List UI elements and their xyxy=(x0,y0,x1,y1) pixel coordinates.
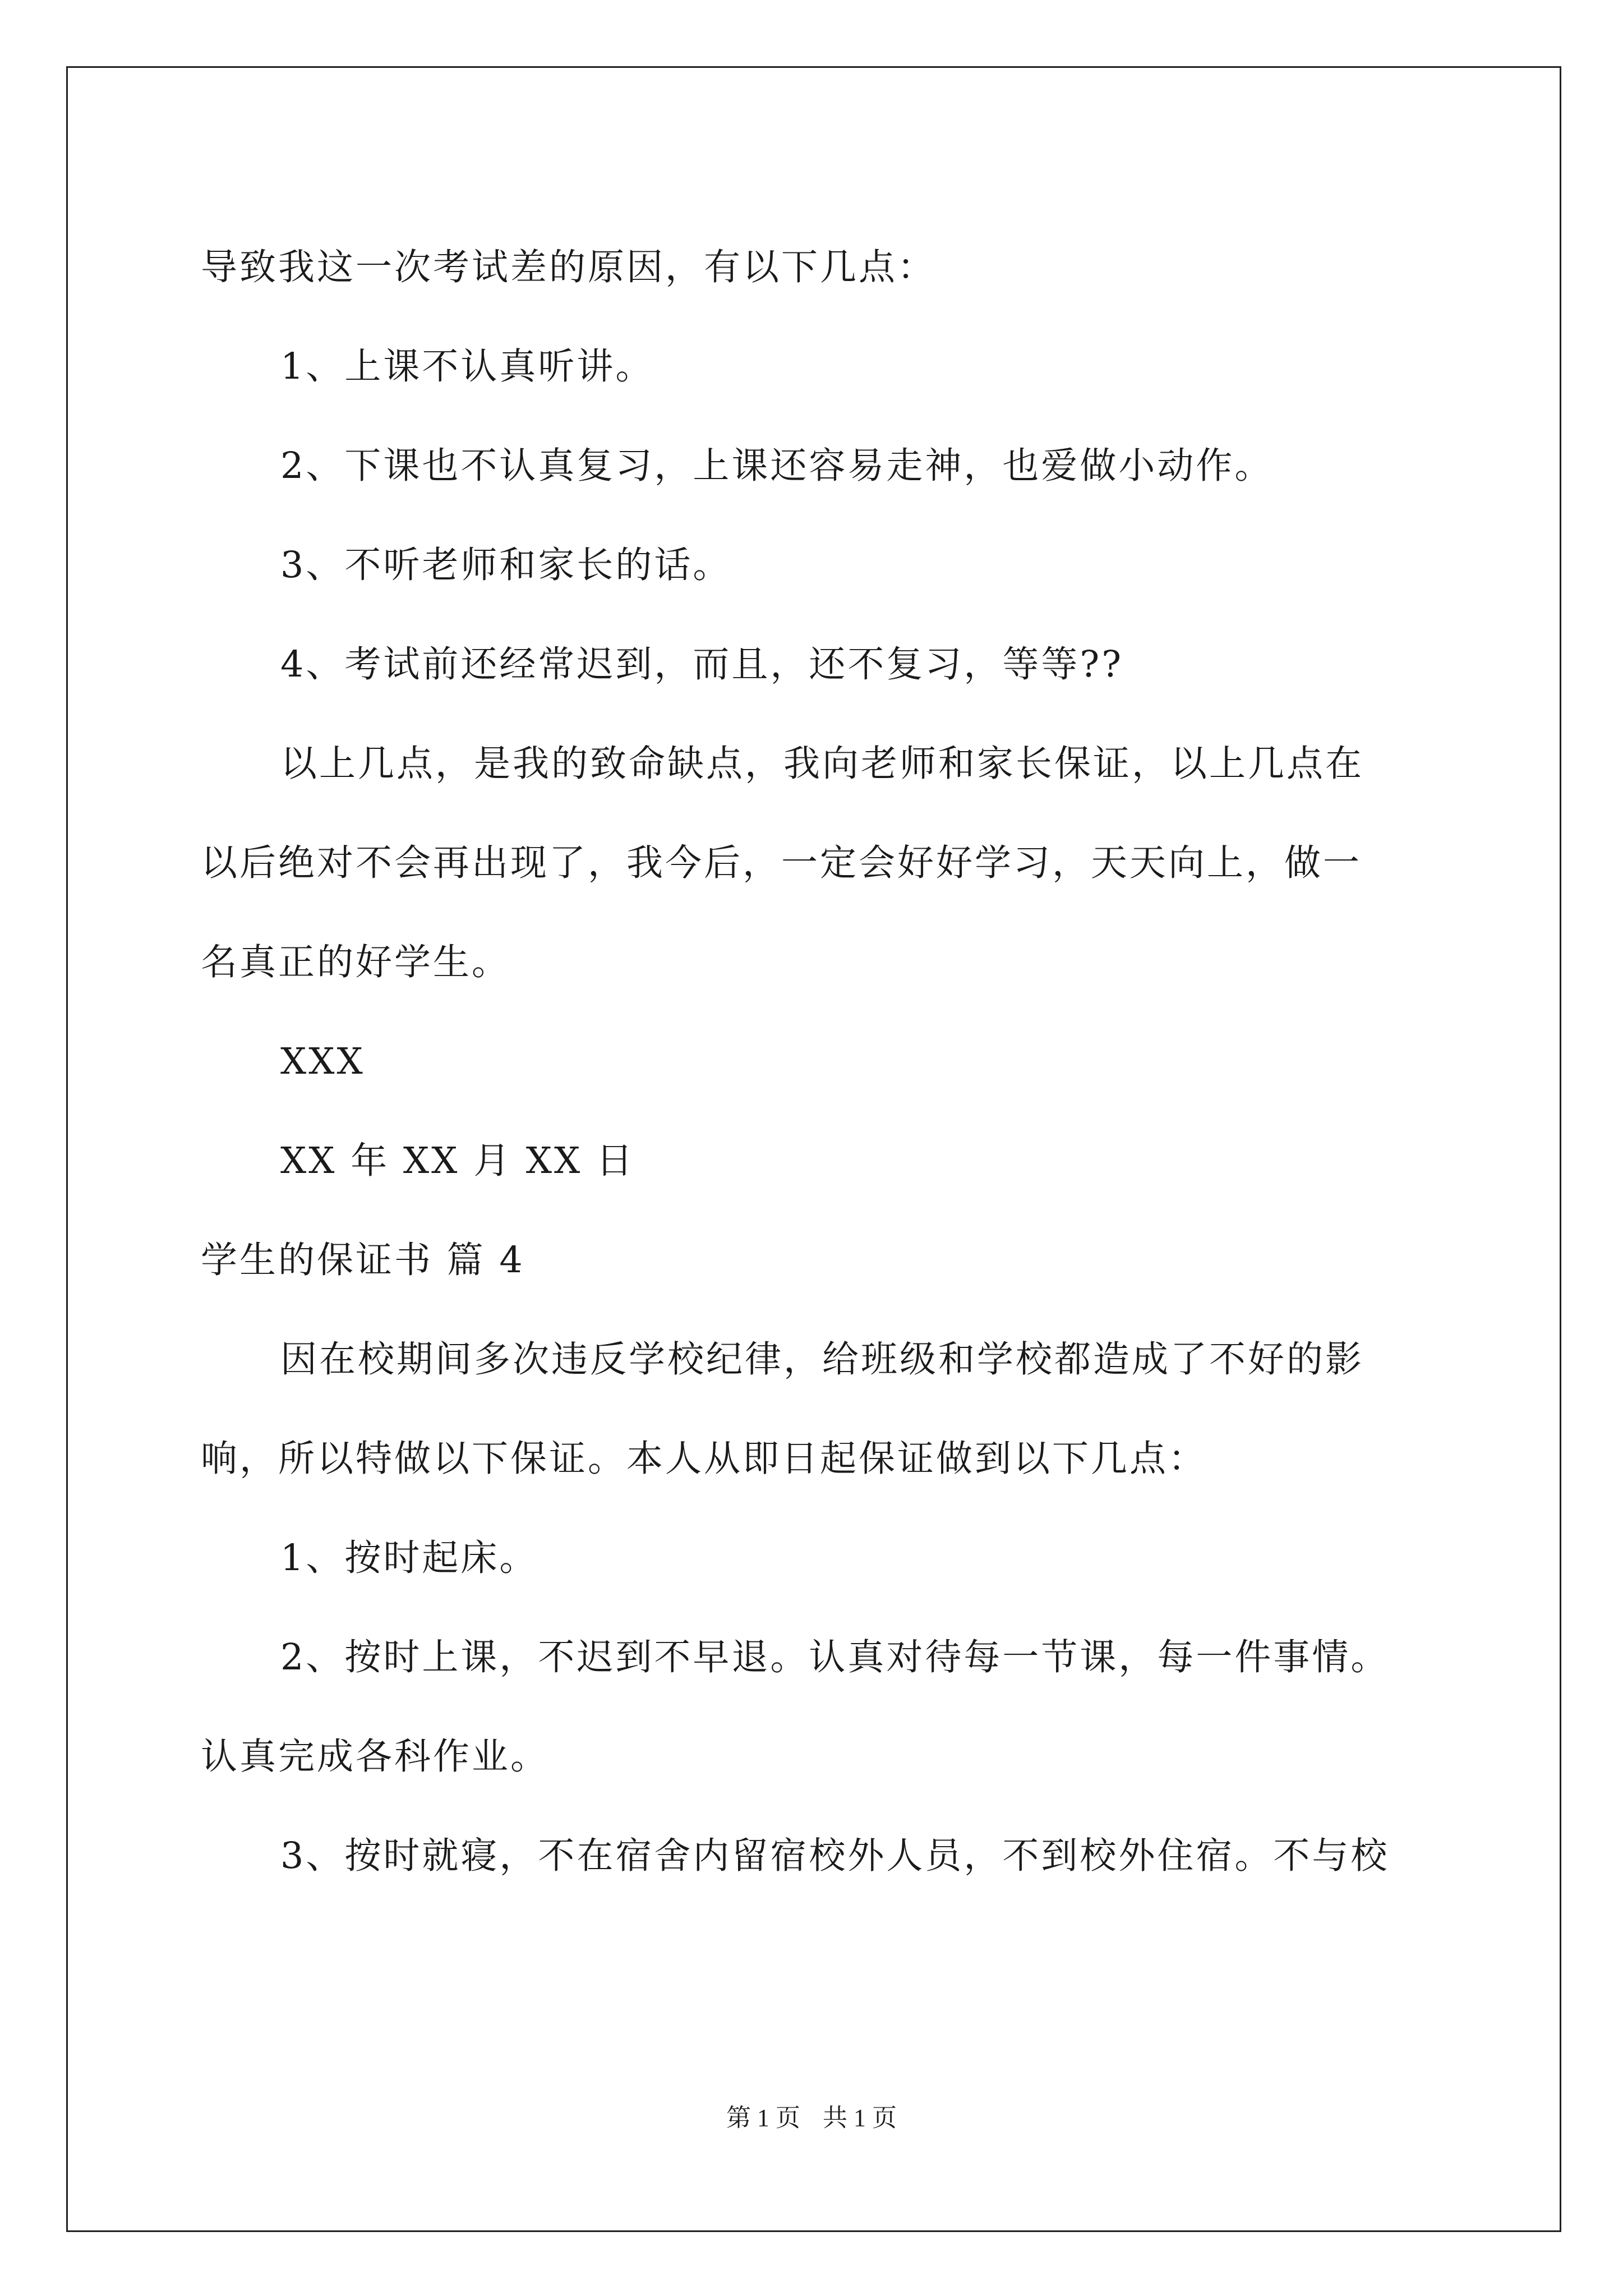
list-item-3: 3、按时就寝，不在宿舍内留宿校外人员，不到校外住宿。不与校 xyxy=(280,1835,1390,1877)
paragraph-line: 以后绝对不会再出现了，我今后，一定会好好学习，天天向上，做一 xyxy=(201,842,1362,884)
list-item-1: 1、上课不认真听讲。 xyxy=(280,346,654,388)
page-footer xyxy=(0,2101,1623,2135)
list-item-4: 4、考试前还经常迟到，而且，还不复习，等等?? xyxy=(280,643,1124,685)
page-number: 第 1 页 xyxy=(726,2104,800,2132)
document-body xyxy=(201,218,1446,1906)
paragraph-line: 以上几点，是我的致命缺点，我向老师和家长保证，以上几点在 xyxy=(280,743,1364,785)
paragraph-line: 名真正的好学生。 xyxy=(201,941,511,983)
list-item-2: 2、按时上课，不迟到不早退。认真对待每一节课，每一件事情。 xyxy=(280,1636,1390,1678)
section-heading: 学生的保证书 篇 4 xyxy=(201,1239,525,1281)
signature-date: XX 年 XX 月 XX 日 xyxy=(280,1140,635,1182)
list-item-3: 3、不听老师和家长的话。 xyxy=(280,544,732,586)
list-item-2: 2、下课也不认真复习，上课还容易走神，也爱做小动作。 xyxy=(280,445,1274,487)
list-item-1: 1、按时起床。 xyxy=(280,1537,538,1579)
paragraph-line: 导致我这一次考试差的原因，有以下几点： xyxy=(201,246,937,288)
signature-name: XXX xyxy=(280,1041,365,1083)
page-count: 共 1 页 xyxy=(823,2104,897,2132)
paragraph-line: 认真完成各科作业。 xyxy=(201,1736,550,1778)
paragraph-line: 响，所以特做以下保证。本人从即日起保证做到以下几点： xyxy=(201,1438,1207,1480)
paragraph-line: 因在校期间多次违反学校纪律，给班级和学校都造成了不好的影 xyxy=(280,1338,1364,1381)
